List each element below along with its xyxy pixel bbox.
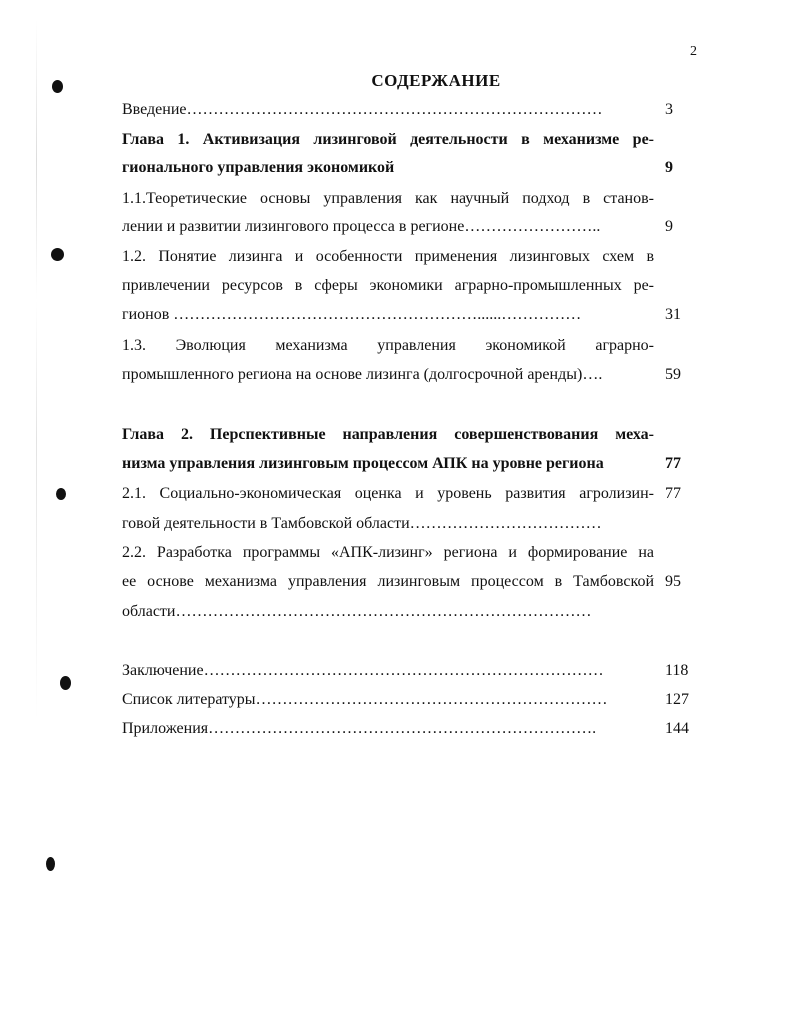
toc-line (122, 189, 702, 209)
toc-line-page: 95 (665, 573, 681, 590)
toc-line-text: промышленного региона на основе лизинга (долгосрочной аренды)…. (122, 366, 603, 383)
toc-line-text: 1.3. Эволюция механизма управления экономикой аграрно- (122, 337, 654, 354)
toc-line-text: Приложения………………………………………………………………. (122, 720, 597, 737)
toc-line-text: Список литературы………………………………………………………… (122, 691, 608, 708)
toc-line-text: привлечении ресурсов в сферы экономики аграрно-промышленных ре- (122, 277, 654, 294)
toc-line-text: 2.2. Разработка программы «АПК-лизинг» региона и формирование на (122, 544, 654, 561)
punch-hole-mark (56, 488, 66, 500)
toc-line-text: Глава 2. Перспективные направления совершенствования меха- (122, 426, 654, 443)
toc-line (122, 425, 702, 445)
toc-line-text: Глава 1. Активизация лизинговой деятельности в механизме ре- (122, 131, 654, 148)
toc-line-text: Введение…………………………………………………………………… (122, 101, 603, 118)
toc-line-page: 77 (665, 455, 681, 472)
toc-line-page: 31 (665, 306, 681, 323)
toc-line-text: 1.1.Теоретические основы управления как научный подход в станов- (122, 190, 654, 207)
toc-line-page: 9 (665, 218, 673, 235)
toc-line-page: 77 (665, 485, 681, 502)
toc-line (122, 100, 702, 120)
toc-line (122, 130, 702, 150)
toc-line-page: 144 (665, 720, 689, 737)
toc-title: СОДЕРЖАНИЕ (371, 71, 501, 90)
toc-line (122, 602, 702, 622)
toc-line-page: 9 (665, 159, 673, 176)
toc-line (122, 543, 702, 563)
punch-hole-mark (60, 676, 71, 690)
toc-line (122, 514, 702, 534)
punch-hole-mark (46, 857, 55, 871)
toc-line-text: гионов …………………………………………………......…………… (122, 306, 582, 323)
toc-line (122, 454, 702, 474)
toc-line (122, 158, 702, 178)
toc-line-text: области…………………………………………………………………… (122, 603, 592, 620)
toc-line (122, 572, 702, 592)
toc-line (122, 365, 702, 385)
toc-line (122, 719, 702, 739)
toc-line-text: Заключение………………………………………………………………… (122, 662, 604, 679)
toc-line (122, 690, 702, 710)
toc-line-text: 2.1. Социально-экономическая оценка и уровень развития агролизин- (122, 485, 654, 502)
toc-line-page: 127 (665, 691, 689, 708)
toc-line (122, 247, 702, 267)
toc-line-page: 59 (665, 366, 681, 383)
scan-edge-line (36, 20, 37, 720)
page-number: 2 (690, 44, 697, 59)
toc-line-text: ее основе механизма управления лизинговым процессом в Тамбовской (122, 573, 654, 590)
toc-line (122, 484, 702, 504)
toc-line (122, 217, 702, 237)
punch-hole-mark (51, 248, 64, 261)
toc-line (122, 661, 702, 681)
toc-line-text: 1.2. Понятие лизинга и особенности применения лизинговых схем в (122, 248, 654, 265)
toc-line-page: 3 (665, 101, 673, 118)
toc-line (122, 336, 702, 356)
toc-line-text: гионального управления экономикой (122, 159, 395, 176)
toc-line-text: низма управления лизинговым процессом АПК на уровне региона (122, 455, 604, 472)
toc-line-text: лении и развитии лизингового процесса в регионе…………………….. (122, 218, 601, 235)
toc-line-text: говой деятельности в Тамбовской области……………………………… (122, 515, 602, 532)
toc-line (122, 276, 702, 296)
toc-line (122, 305, 702, 325)
toc-line-page: 118 (665, 662, 689, 679)
